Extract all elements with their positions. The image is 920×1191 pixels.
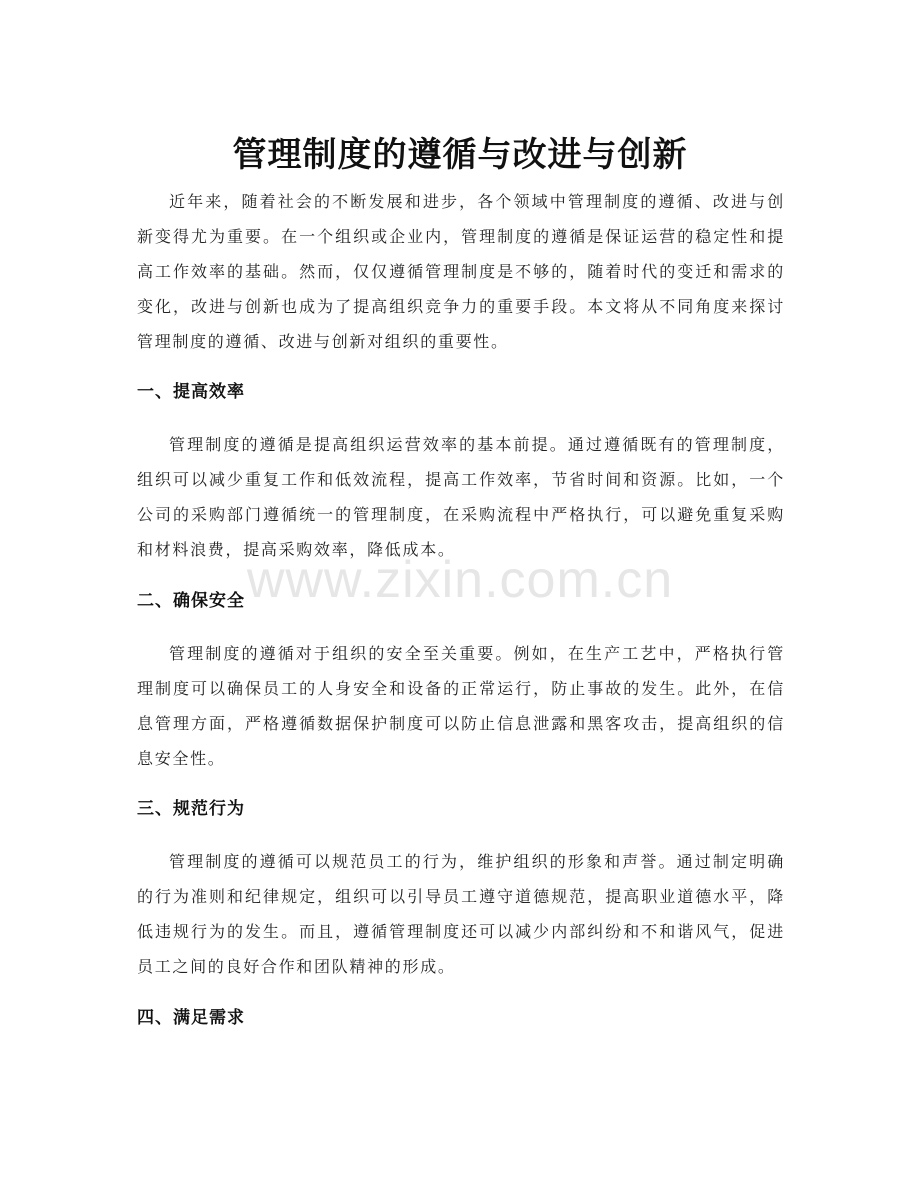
section-body-safety: 管理制度的遵循对于组织的安全至关重要。例如，在生产工艺中，严格执行管理制度可以确保员工的人身安全和设备的正常运行，防止事故的发生。此外，在信息管理方面，严格遵循数据保护制度可以防止信息泄露和黑客攻击，提高组织的信息安全性。 (137, 644, 785, 768)
section-heading-needs: 四、满足需求 (137, 1008, 245, 1028)
intro-paragraph: 近年来，随着社会的不断发展和进步，各个领域中管理制度的遵循、改进与创新变得尤为重要。在一个组织或企业内，管理制度的遵循是保证运营的稳定性和提高工作效率的基础。然而，仅仅遵循管理制度是不够的，随着时代的变迁和需求的变化，改进与创新也成为了提高组织竞争力的重要手段。本文将从不同角度来探讨管理制度的遵循、改进与创新对组织的重要性。 (137, 192, 785, 351)
page-title: 管理制度的遵循与改进与创新 (232, 134, 688, 175)
section-heading-conduct: 三、规范行为 (137, 799, 245, 819)
watermark: www.zixin.com.cn (246, 551, 674, 609)
section-heading-safety: 二、确保安全 (137, 591, 245, 611)
section-heading-efficiency: 一、提高效率 (137, 382, 245, 402)
section-body-conduct: 管理制度的遵循可以规范员工的行为，维护组织的形象和声誉。通过制定明确的行为准则和纪律规定，组织可以引导员工遵守道德规范，提高职业道德水平，降低违规行为的发生。而且，遵循管理制度还可以减少内部纠纷和不和谐风气，促进员工之间的良好合作和团队精神的形成。 (137, 852, 785, 976)
section-body-efficiency: 管理制度的遵循是提高组织运营效率的基本前提。通过遵循既有的管理制度，组织可以减少重复工作和低效流程，提高工作效率，节省时间和资源。比如，一个公司的采购部门遵循统一的管理制度，在采购流程中严格执行，可以避免重复采购和材料浪费，提高采购效率，降低成本。 (137, 435, 785, 559)
